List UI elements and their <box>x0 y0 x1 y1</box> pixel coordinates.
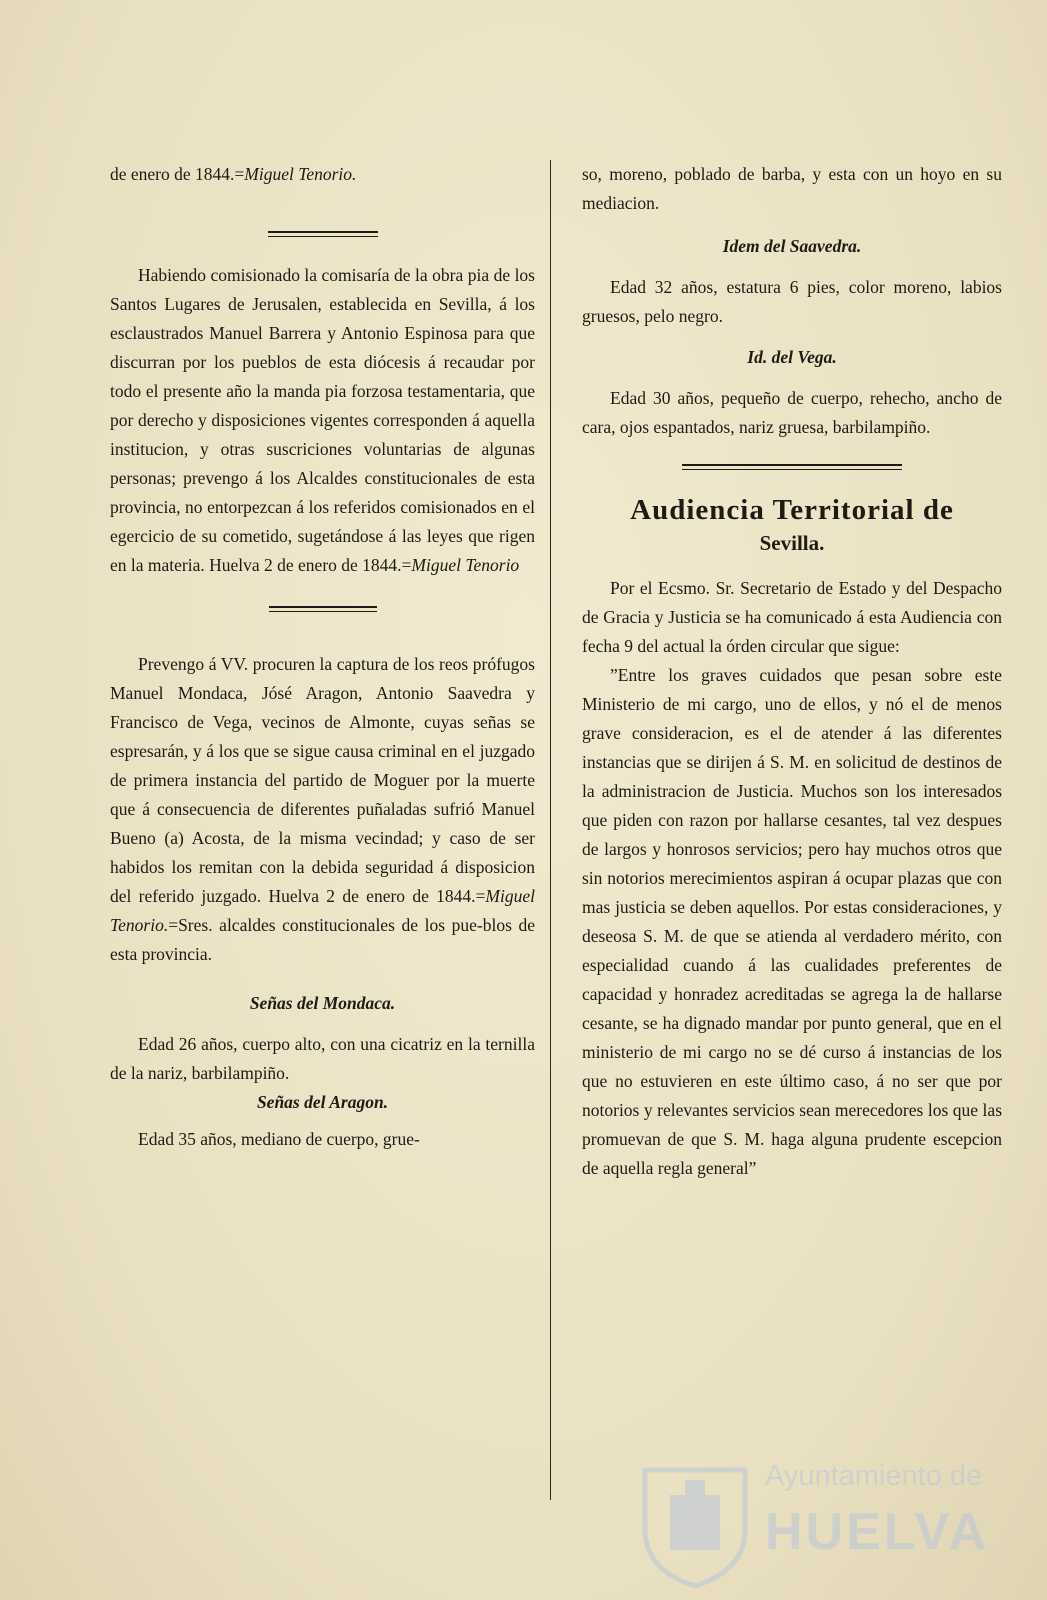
circular-text: ”Entre los graves cuidados que pesan sobre este Ministerio de mi cargo, uno de ellos, y nó el de menos grave consideracion, es el de atender á las diferentes instancias que se dirijen á S. M. en solicitud de destinos de la administracion de Justicia. Muchos son los interesados que piden con razon por hallarse cesantes, tal vez despues de largos y honrosos servicios; pero hay muchos otros que sin notorios merecimientos aspiran á ocupar plazas que con mas justicia se deben aquellos. Por estas consideraciones, y deseosa S. M. de que se atienda al verdadero mérito, con especialidad cuando á las cualidades preferentes de capacidad y honradez acreditadas se agrega la de hallarse cesante, se ha dignado mandar por punto general, que en el ministerio de mi cargo no se dé curso á instancias de los que no estuvieren en este último caso, á no ser que por notorios y relevantes servicios sean merecedores los que las promuevan de que S. M. haga alguna prudente escepcion de aquella regla general” <box>582 665 1002 1178</box>
captura-signature: Miguel Tenorio. <box>110 886 535 935</box>
closing-signature: Miguel Tenorio. <box>244 164 357 184</box>
section-title: Audiencia Territorial de <box>630 494 954 526</box>
heading-vega: Id. del Vega. <box>747 347 837 367</box>
comision-notice <box>110 261 535 580</box>
column-divider <box>550 160 551 1500</box>
captura-addressees: =Sres. alcaldes constitucionales de los pue-blos de esta provincia. <box>110 915 535 964</box>
description-saavedra: Edad 32 años, estatura 6 pies, color moreno, labios gruesos, pelo negro. <box>582 277 1002 326</box>
description-mondaca: Edad 26 años, cuerpo alto, con una cicatriz en la ternilla de la nariz, barbilampiño. <box>110 1034 535 1083</box>
captura-text: Prevengo á VV. procuren la captura de los reos prófugos Manuel Mondaca, Jósé Aragon, Antonio Saavedra y Francisco de Vega, vecinos de Almonte, cuyas señas se espresarán, y á los que se sigue causa criminal en el juzgado de primera instancia del partido de Moguer por la muerte que á consecuencia de diferentes puñaladas sufrió Manuel Bueno (a) Acosta, de la misma vecindad; y caso de ser habidos los remitan con la debida seguridad á disposicion del referido juzgado. Huelva 2 de enero de 1844.= <box>110 654 535 906</box>
heading-aragon: Señas del Aragon. <box>256 1092 389 1112</box>
audiencia-intro: Por el Ecsmo. Sr. Secretario de Estado y del Despacho de Gracia y Justicia se ha comunicado á esta Audiencia con fecha 9 del actual la órden circular que sigue: <box>582 578 1002 656</box>
right-column <box>582 160 1002 1183</box>
section-divider <box>268 231 378 237</box>
captura-notice <box>110 650 535 969</box>
watermark-line2: HUELVA <box>765 1503 990 1561</box>
coat-of-arms-icon <box>635 1450 755 1590</box>
section-divider <box>269 606 377 612</box>
left-column <box>110 160 535 1154</box>
description-vega: Edad 30 años, pequeño de cuerpo, rehecho, ancho de cara, ojos espantados, nariz gruesa, barbilampiño. <box>582 388 1002 437</box>
watermark <box>615 1450 1035 1595</box>
heading-mondaca: Señas del Mondaca. <box>249 993 396 1013</box>
section-divider <box>682 464 902 470</box>
section-subtitle: Sevilla. <box>759 531 825 555</box>
closing-date: de enero de 1844.= <box>110 164 245 184</box>
description-aragon-cont: so, moreno, poblado de barba, y esta con un hoyo en su mediacion. <box>582 164 1002 213</box>
watermark-line1: Ayuntamiento de <box>765 1460 983 1492</box>
heading-saavedra: Idem del Saavedra. <box>722 236 862 256</box>
comision-signature: Miguel Tenorio <box>411 555 520 575</box>
description-aragon: Edad 35 años, mediano de cuerpo, grue- <box>138 1129 420 1149</box>
comision-text: Habiendo comisionado la comisaría de la obra pia de los Santos Lugares de Jerusalen, establecida en Sevilla, á los esclaustrados Manuel Barrera y Antonio Espinosa para que discurran por los pueblos de esta diócesis á recaudar por todo el presente año la manda pia forzosa testamentaria, que por derecho y disposiciones vigentes corresponden á aquella institucion, y otras suscriciones voluntarias de algunas personas; prevengo á los Alcaldes constitucionales de esta provincia, no entorpezcan á los referidos comisionados en el egercicio de su cometido, sugetándose á las leyes que rigen en la materia. Huelva 2 de enero de 1844.= <box>110 265 535 575</box>
closing-line <box>110 160 535 189</box>
